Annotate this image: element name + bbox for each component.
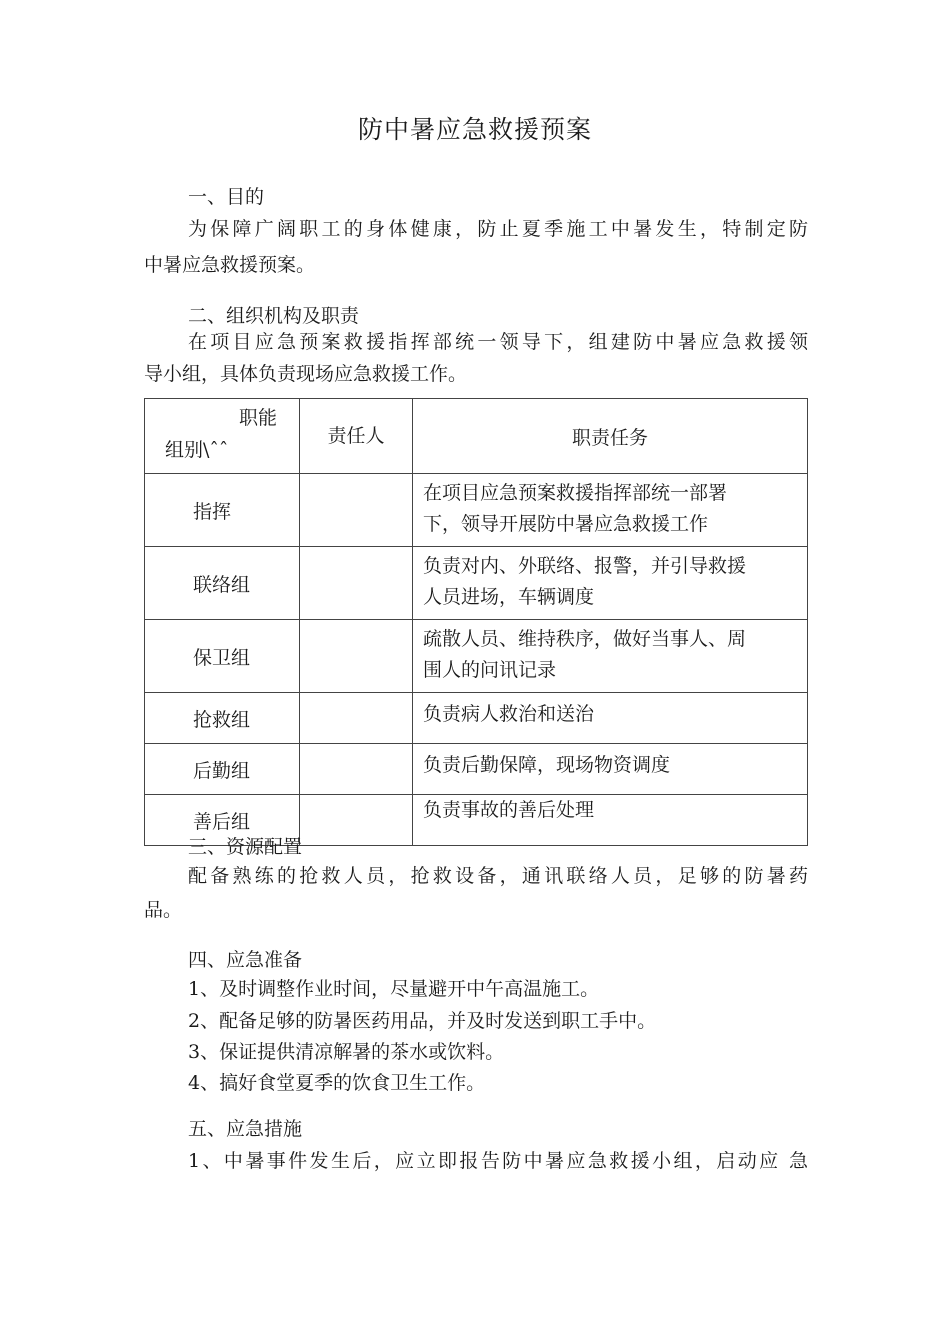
paragraph-line <box>188 214 808 244</box>
list-item: 4、搞好食堂夏季的饮食卫生工作。 <box>188 1072 486 1094</box>
section-heading-organization: 二、组织机构及职责 <box>188 305 360 327</box>
section-heading-resources: 三、资源配置 <box>188 836 303 858</box>
person-cell <box>300 620 413 693</box>
resources-text-line-2: 品。 <box>144 899 183 921</box>
section-heading-preparation: 四、应急准备 <box>188 949 303 971</box>
duty-table <box>144 398 808 846</box>
section-heading-purpose: 一、目的 <box>188 186 265 208</box>
header-task: 职责任务 <box>413 399 808 474</box>
header-person: 责任人 <box>300 399 413 474</box>
table-row <box>145 547 808 620</box>
task-cell: 负责后勤保障，现场物资调度 <box>413 744 808 795</box>
resources-text-line-1: 配备熟练的抢救人员，抢救设备，通讯联络人员，足够的防暑药 <box>188 865 808 887</box>
table-row <box>145 474 808 547</box>
group-cell: 善后组 <box>145 795 300 846</box>
task-line-1: 在项目应急预案救援指挥部统一部署 <box>423 482 728 504</box>
section-heading-measures: 五、应急措施 <box>188 1118 303 1140</box>
task-cell <box>413 620 808 693</box>
task-cell <box>413 547 808 620</box>
task-cell: 负责病人救治和送治 <box>413 693 808 744</box>
list-item: 3、保证提供清凉解暑的茶水或饮料。 <box>188 1041 505 1063</box>
purpose-text-line-2: 中暑应急救援预案。 <box>144 254 316 276</box>
table-row <box>145 620 808 693</box>
table-header-row <box>145 399 808 474</box>
paragraph-line <box>188 1146 808 1176</box>
task-cell: 负责事故的善后处理 <box>413 795 808 846</box>
group-cell: 后勤组 <box>145 744 300 795</box>
task-line-1: 疏散人员、维持秩序，做好当事人、周 <box>423 628 747 650</box>
document-title: 防中暑应急救援预案 <box>357 115 592 144</box>
group-cell: 指挥 <box>145 474 300 547</box>
task-line-2: 人员进场，车辆调度 <box>423 586 595 608</box>
group-cell: 联络组 <box>145 547 300 620</box>
group-cell: 抢救组 <box>145 693 300 744</box>
header-role-cell <box>145 399 300 474</box>
header-role-top: 职能 <box>239 407 278 429</box>
paragraph-line <box>188 327 808 357</box>
organization-text-line-2: 导小组，具体负责现场应急救援工作。 <box>144 363 468 385</box>
task-line-1: 负责对内、外联络、报警，并引导救援 <box>423 555 747 577</box>
organization-text-line-1: 在项目应急预案救援指挥部统一领导下，组建防中暑应急救援领 <box>188 331 808 353</box>
task-cell <box>413 474 808 547</box>
list-item: 1、及时调整作业时间，尽量避开中午高温施工。 <box>188 978 600 1000</box>
paragraph-line <box>188 861 808 891</box>
person-cell <box>300 693 413 744</box>
person-cell <box>300 474 413 547</box>
table-row <box>145 744 808 795</box>
task-line-2: 围人的问讯记录 <box>423 659 557 681</box>
header-role-bottom: 组别\ˆˆ <box>165 439 229 461</box>
purpose-text-line-1: 为保障广阔职工的身体健康，防止夏季施工中暑发生，特制定防 <box>188 218 808 240</box>
person-cell <box>300 795 413 846</box>
list-item: 2、配备足够的防暑医药用品，并及时发送到职工手中。 <box>188 1010 657 1032</box>
table-row <box>145 693 808 744</box>
task-line-2: 下，领导开展防中暑应急救援工作 <box>423 513 709 535</box>
measures-text-line-1: 1、中暑事件发生后，应立即报告防中暑应急救援小组，启动应 急 <box>188 1150 808 1172</box>
person-cell <box>300 744 413 795</box>
person-cell <box>300 547 413 620</box>
group-cell: 保卫组 <box>145 620 300 693</box>
